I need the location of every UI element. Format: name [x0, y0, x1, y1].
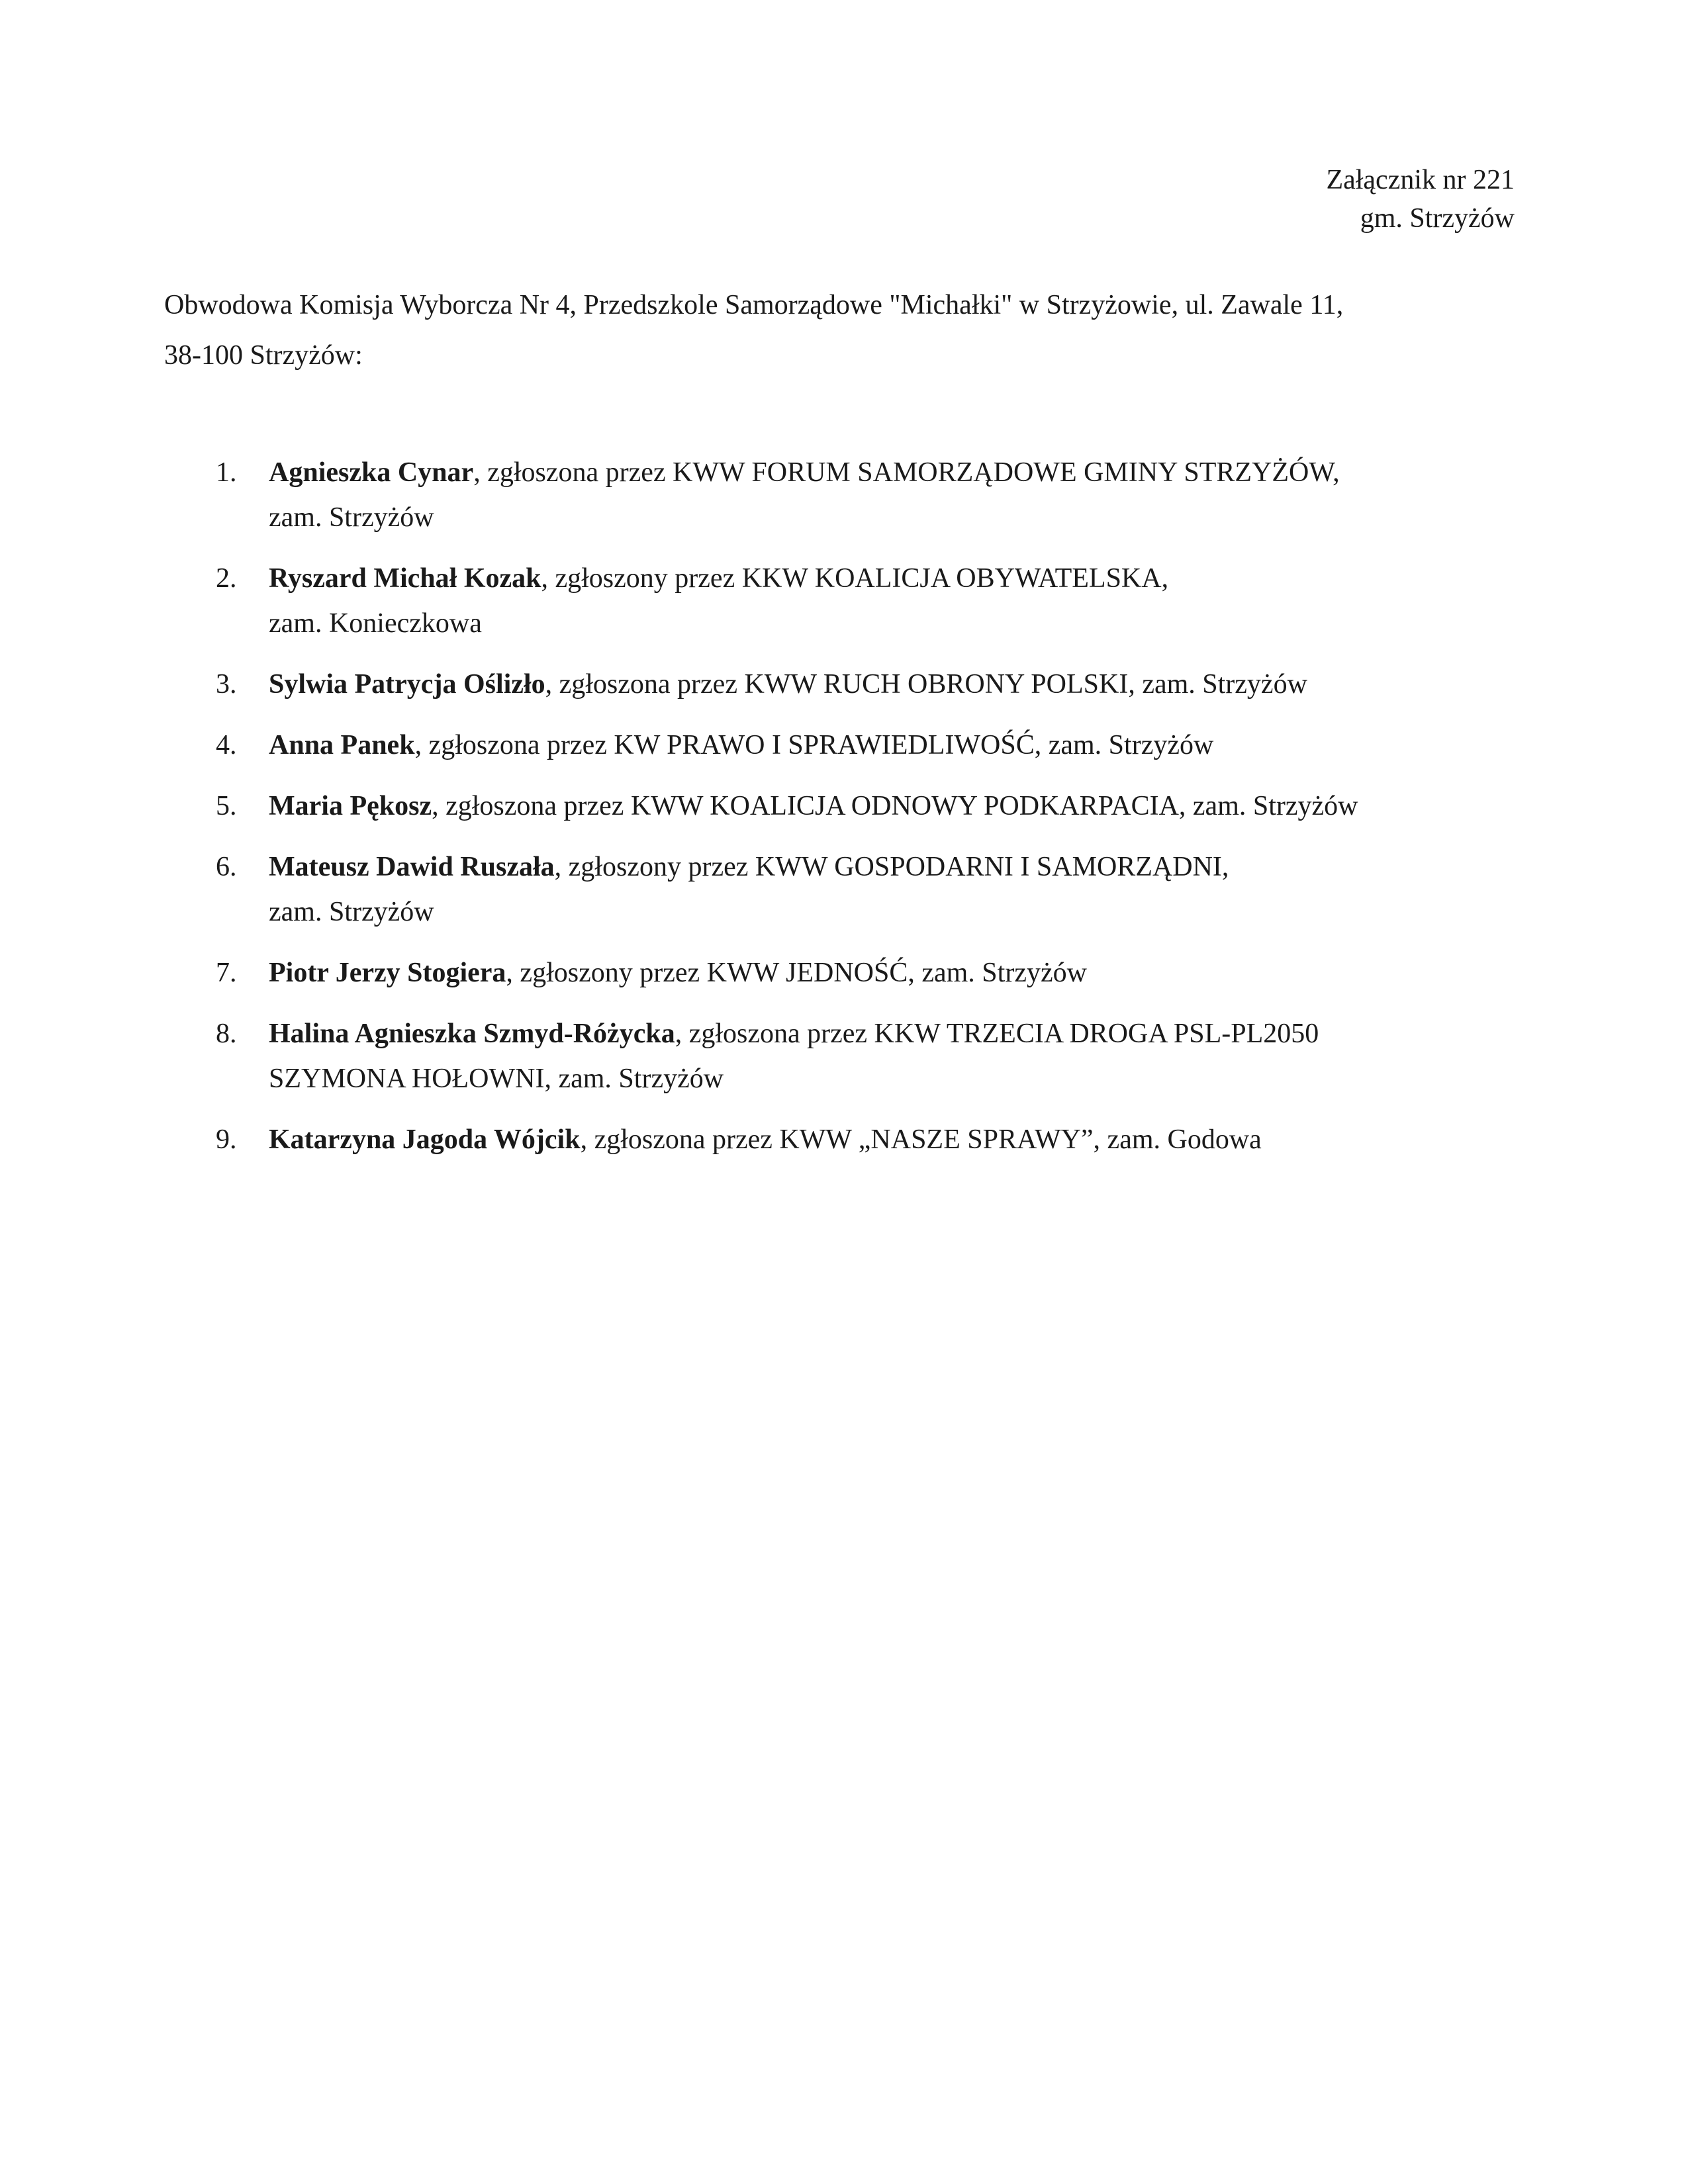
- attachment-number: Załącznik nr 221: [1326, 165, 1515, 195]
- list-item: [164, 950, 1521, 995]
- list-item-line-2: zam. Strzyżów: [269, 502, 434, 533]
- member-details: , zgłoszony przez KWW JEDNOŚĆ, zam. Strzyżów: [506, 958, 1087, 988]
- member-details: , zgłoszona przez KWW KOALICJA ODNOWY PODKARPACIA, zam. Strzyżów: [432, 791, 1358, 821]
- list-item-line-1: [269, 1117, 1521, 1162]
- list-item: [164, 662, 1521, 707]
- list-item-line-1: [269, 784, 1521, 829]
- list-item: [164, 784, 1521, 829]
- list-item-line-1: [269, 662, 1521, 707]
- commission-line-1: Obwodowa Komisja Wyborcza Nr 4, Przedszkole Samorządowe "Michałki" w Strzyżowie, ul. Zawale 11,: [164, 290, 1344, 320]
- member-name: Sylwia Patrycja Oślizło: [269, 669, 545, 700]
- list-item: [164, 450, 1521, 540]
- member-name: Mateusz Dawid Ruszała: [269, 852, 555, 882]
- list-item-number: 3.: [216, 669, 237, 700]
- list-item-number: 5.: [216, 791, 237, 821]
- list-item: [164, 1011, 1521, 1101]
- list-item-number: 2.: [216, 563, 237, 594]
- member-name: Ryszard Michał Kozak: [269, 563, 541, 594]
- municipality-name: gm. Strzyżów: [1360, 203, 1515, 234]
- member-details: , zgłoszona przez KWW RUCH OBRONY POLSKI, zam. Strzyżów: [545, 669, 1307, 700]
- list-item: [164, 844, 1521, 934]
- member-list: [164, 450, 1521, 1178]
- commission-description: [164, 280, 1515, 381]
- list-item: [164, 556, 1521, 646]
- member-details: , zgłoszona przez KKW TRZECIA DROGA PSL-PL2050: [675, 1019, 1319, 1049]
- list-item-number: 8.: [216, 1019, 237, 1049]
- list-item-number: 9.: [216, 1124, 237, 1155]
- list-item-line-1: [269, 723, 1521, 768]
- list-item-line-2: zam. Konieczkowa: [269, 608, 482, 639]
- member-details: , zgłoszona przez KW PRAWO I SPRAWIEDLIWOŚĆ, zam. Strzyżów: [414, 730, 1214, 760]
- list-item-line-1: [269, 844, 1521, 889]
- member-details: , zgłoszony przez KKW KOALICJA OBYWATELSKA,: [541, 563, 1169, 594]
- document-header: [1326, 161, 1515, 238]
- member-name: Katarzyna Jagoda Wójcik: [269, 1124, 581, 1155]
- list-item-line-1: [269, 1011, 1521, 1056]
- member-name: Piotr Jerzy Stogiera: [269, 958, 506, 988]
- member-details: , zgłoszona przez KWW FORUM SAMORZĄDOWE GMINY STRZYŻÓW,: [473, 457, 1340, 488]
- list-item-line-1: [269, 556, 1521, 601]
- member-name: Halina Agnieszka Szmyd-Różycka: [269, 1019, 675, 1049]
- commission-line-2: 38-100 Strzyżów:: [164, 340, 363, 371]
- list-item-line-2: zam. Strzyżów: [269, 897, 434, 927]
- member-details: , zgłoszony przez KWW GOSPODARNI I SAMORZĄDNI,: [554, 852, 1229, 882]
- list-item-number: 6.: [216, 852, 237, 882]
- list-item: [164, 723, 1521, 768]
- list-item-number: 4.: [216, 730, 237, 760]
- list-item: [164, 1117, 1521, 1162]
- member-name: Anna Panek: [269, 730, 415, 760]
- list-item-line-2: SZYMONA HOŁOWNI, zam. Strzyżów: [269, 1064, 724, 1094]
- list-item-number: 7.: [216, 958, 237, 988]
- list-item-number: 1.: [216, 457, 237, 488]
- member-details: , zgłoszona przez KWW „NASZE SPRAWY”, zam. Godowa: [580, 1124, 1262, 1155]
- list-item-line-1: [269, 450, 1521, 495]
- member-name: Agnieszka Cynar: [269, 457, 474, 488]
- member-name: Maria Pękosz: [269, 791, 432, 821]
- list-item-line-1: [269, 950, 1521, 995]
